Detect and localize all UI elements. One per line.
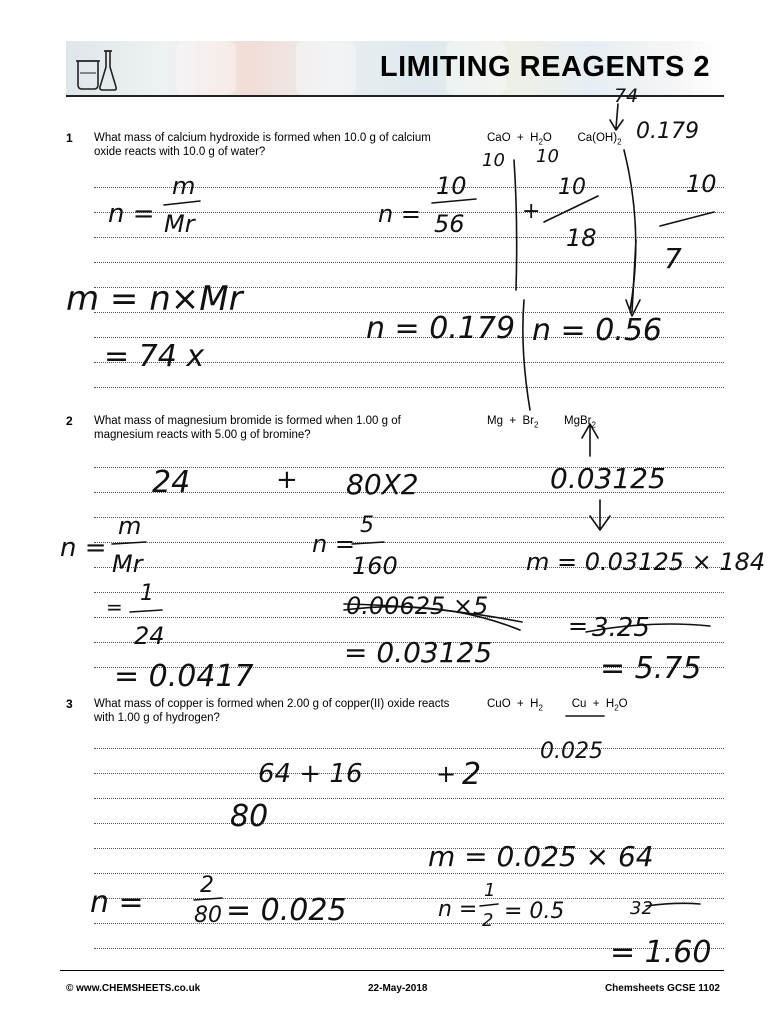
answer-line <box>94 287 724 288</box>
flask-beaker-icon <box>72 47 118 91</box>
handwritten-value: 80 <box>230 799 269 834</box>
handwritten-value: n = <box>90 885 144 920</box>
handwritten-value: 0.179 <box>636 119 699 144</box>
handwritten-value: 10 <box>436 172 467 200</box>
handwritten-value: n = 0.179 <box>366 311 516 346</box>
handwritten-value: 5 <box>360 513 374 538</box>
handwritten-value: = 5.75 <box>600 651 702 686</box>
answer-line <box>94 262 724 263</box>
answer-line <box>94 542 724 543</box>
answer-line <box>94 467 724 468</box>
answer-line <box>94 362 724 363</box>
fraction-bar <box>660 212 714 226</box>
handwriting-q3 <box>90 716 711 970</box>
handwritten-value: n = <box>60 533 107 563</box>
handwritten-value: Mr <box>112 550 143 578</box>
strike-through <box>586 624 710 632</box>
page-title: LIMITING REAGENTS 2 <box>379 51 710 83</box>
handwritten-value: 56 <box>434 210 465 238</box>
handwritten-value: 2 <box>482 910 494 931</box>
question-number: 3 <box>66 697 73 711</box>
answer-line <box>94 948 724 949</box>
answer-line <box>94 773 724 774</box>
handwritten-value: + <box>276 465 298 495</box>
handwritten-value: = 0.5 <box>504 899 565 924</box>
fraction-bar <box>544 196 598 222</box>
answer-line <box>94 898 724 899</box>
header-banner <box>66 41 724 95</box>
header-rule <box>66 95 724 97</box>
handwritten-value: = 0.0417 <box>114 659 254 694</box>
handwritten-value: 32 <box>630 898 653 919</box>
answer-line <box>94 748 724 749</box>
handwritten-value: = <box>106 595 123 619</box>
handwritten-value: 0.025 <box>540 739 603 764</box>
question-text: What mass of copper is formed when 2.00 g of copper(II) oxide reacts with 1.00 g of hydrogen? <box>94 698 450 724</box>
handwritten-value: + <box>436 760 457 788</box>
answer-line <box>94 798 724 799</box>
handwritten-value: 2 <box>200 873 214 898</box>
fraction-bar <box>164 201 200 205</box>
divider-stroke <box>624 150 636 310</box>
footer-website: © www.CHEMSHEETS.co.uk <box>66 983 201 994</box>
handwritten-value: 10 <box>482 150 505 171</box>
handwritten-value: = 74 x <box>104 339 205 374</box>
divider-stroke <box>514 160 517 290</box>
handwritten-value: = <box>568 612 589 640</box>
handwritten-value: n = 0.56 <box>532 313 663 348</box>
handwritten-value: m <box>118 512 142 540</box>
handwritten-value: 3.25 <box>592 613 650 643</box>
divider-stroke <box>523 300 530 410</box>
handwritten-value: n = <box>438 897 478 922</box>
handwritten-value: m <box>172 172 196 200</box>
handwritten-value: + <box>522 199 541 224</box>
handwritten-value: 18 <box>566 224 597 252</box>
handwritten-value: 1 <box>484 880 496 901</box>
answer-line <box>94 237 724 238</box>
question-text: What mass of calcium hydroxide is formed when 10.0 g of calcium oxide reacts with 10.0 g of water? <box>94 132 431 158</box>
handwritten-value: 1 <box>140 581 154 606</box>
handwritten-value: n = <box>108 199 155 229</box>
handwritten-value: = 0.03125 <box>344 636 493 669</box>
reaction-equation: $Mg + Br_2$ MgBr$_2$ <box>487 415 596 430</box>
arrow-mark <box>610 104 623 130</box>
answer-line <box>94 848 724 849</box>
handwritten-value: m = n×Mr <box>66 279 243 319</box>
answer-line <box>94 923 724 924</box>
footer-rule <box>60 970 724 971</box>
footer-date: 22-May-2018 <box>368 983 428 994</box>
handwriting-q2 <box>60 424 765 694</box>
question-number: 1 <box>66 131 73 145</box>
handwritten-value: Mr <box>164 210 195 238</box>
reaction-equation: CuO + $H_2$ $Cu + H_2O$ <box>487 698 628 713</box>
fraction-bar <box>130 610 162 612</box>
question-text: What mass of magnesium bromide is formed when 1.00 g of magnesium reacts with 5.00 g of bromine? <box>94 415 401 441</box>
strike-through <box>646 903 700 906</box>
answer-line <box>94 387 724 388</box>
handwritten-value: m = 0.025 × 64 <box>428 840 654 873</box>
strike-through <box>344 604 522 622</box>
strike-through <box>344 607 520 630</box>
handwritten-value: 7 <box>664 242 682 275</box>
answer-line <box>94 517 724 518</box>
handwritten-value: n = <box>312 530 355 558</box>
handwritten-value: n = <box>378 200 421 228</box>
handwritten-value: = 0.025 <box>226 893 347 928</box>
fraction-bar <box>480 904 498 906</box>
handwritten-value: 0.03125 <box>550 462 666 495</box>
question-number: 2 <box>66 414 73 428</box>
banner-glass-decoration <box>176 41 236 95</box>
answer-line <box>94 312 724 313</box>
handwritten-value: 2 <box>462 757 482 792</box>
answer-line <box>94 873 724 874</box>
answer-line <box>94 823 724 824</box>
handwritten-value: 80X2 <box>346 468 419 501</box>
arrow-mark <box>590 500 610 530</box>
handwritten-value: 24 <box>152 465 191 500</box>
banner-glass-decoration <box>296 41 356 95</box>
footer-sheet-id: Chemsheets GCSE 1102 <box>604 983 720 994</box>
handwritten-value: = 1.60 <box>610 935 712 970</box>
handwritten-value: 64 + 16 <box>258 759 363 789</box>
handwritten-value: 10 <box>558 175 586 200</box>
answer-line <box>94 617 724 618</box>
handwritten-value: m = 0.03125 × 184 <box>526 548 766 576</box>
handwritten-value: 10 <box>536 146 559 167</box>
answer-line <box>94 567 724 568</box>
answer-line <box>94 667 724 668</box>
handwritten-value: 0.00625 ×5 <box>346 592 489 620</box>
handwritten-value: 160 <box>352 552 398 580</box>
handwritten-value: 74 <box>614 85 639 107</box>
handwritten-value: 24 <box>134 622 165 650</box>
handwritten-value: 80 <box>194 903 222 928</box>
answer-line <box>94 492 724 493</box>
answer-line <box>94 592 724 593</box>
arrow-mark <box>626 240 640 316</box>
fraction-bar <box>432 199 476 203</box>
answer-line <box>94 337 724 338</box>
answer-line <box>94 187 724 188</box>
handwritten-value: 10 <box>686 170 717 198</box>
answer-line <box>94 642 724 643</box>
answer-line <box>94 212 724 213</box>
reaction-equation: CaO + $H_2O$ $Ca(OH)_2$ <box>487 132 622 147</box>
